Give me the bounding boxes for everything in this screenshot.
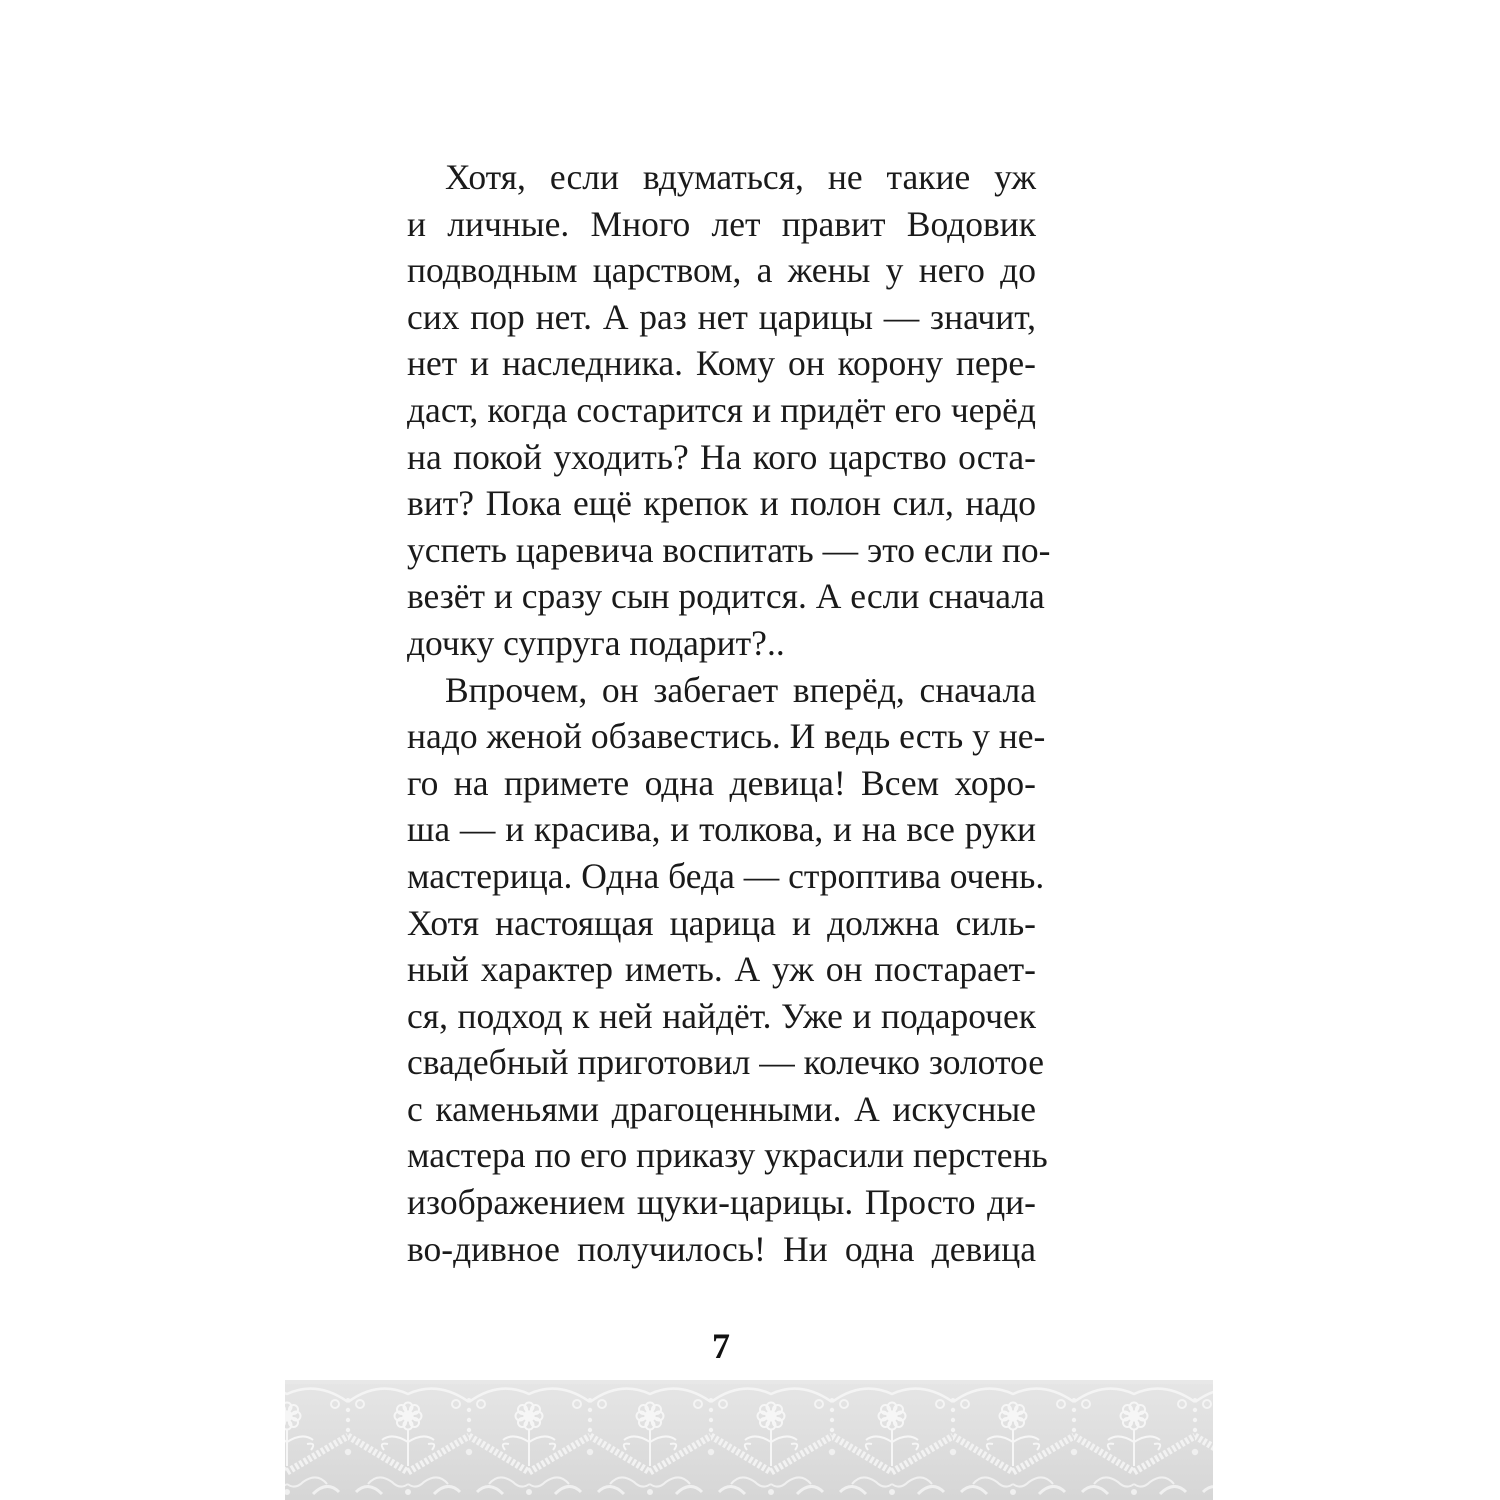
text-line: сих пор нет. А раз нет царицы — значит, (407, 296, 1036, 337)
text-line: успеть царевича воспитать — это если по- (407, 529, 1051, 570)
text-line: ша — и красива, и толкова, и на все руки (407, 809, 1036, 850)
decorative-border (285, 1380, 1213, 1500)
paragraph-2 (407, 667, 1048, 1273)
text-line: изображением щуки-царицы. Просто ди- (407, 1182, 1036, 1223)
text-line: свадебный приготовил — колечко золотое (407, 1042, 1044, 1083)
text-line: дочку супруга подарит?.. (407, 622, 785, 663)
text-line: вит? Пока ещё крепок и полон сил, надо (407, 483, 1036, 524)
text-line: и личные. Много лет правит Водовик (407, 203, 1036, 244)
floral-ornament-icon (285, 1380, 1213, 1500)
text-line: мастерица. Одна беда — строптива очень. (407, 855, 1045, 896)
text-line: го на примете одна девица! Всем хоро- (407, 762, 1036, 803)
text-line: с каменьями драгоценными. А искусные (407, 1088, 1036, 1129)
text-line: Впрочем, он забегает вперёд, сначала (445, 669, 1036, 710)
text-line: везёт и сразу сын родится. А если сначала (407, 576, 1045, 617)
body-text (407, 154, 1051, 1272)
text-line: ный характер иметь. А уж он постарает- (407, 949, 1036, 990)
text-line: надо женой обзавестись. И ведь есть у не- (407, 716, 1046, 757)
text-line: во-дивное получилось! Ни одна девица (407, 1228, 1036, 1269)
text-line: на покой уходить? На кого царство оста- (407, 436, 1036, 477)
text-line: даст, когда состарится и придёт его черёд (407, 389, 1036, 430)
text-line: Хотя, если вдуматься, не такие уж (445, 157, 1036, 197)
text-line: мастера по его приказу украсили перстень (407, 1135, 1048, 1176)
page-number: 7 (712, 1326, 730, 1366)
paragraph-1 (407, 154, 1051, 667)
text-line: подводным царством, а жены у него до (407, 250, 1036, 291)
text-line: нет и наследника. Кому он корону пере- (407, 343, 1036, 384)
text-line: Хотя настоящая царица и должна силь- (407, 902, 1036, 943)
text-line: ся, подход к ней найдёт. Уже и подарочек (407, 995, 1036, 1036)
